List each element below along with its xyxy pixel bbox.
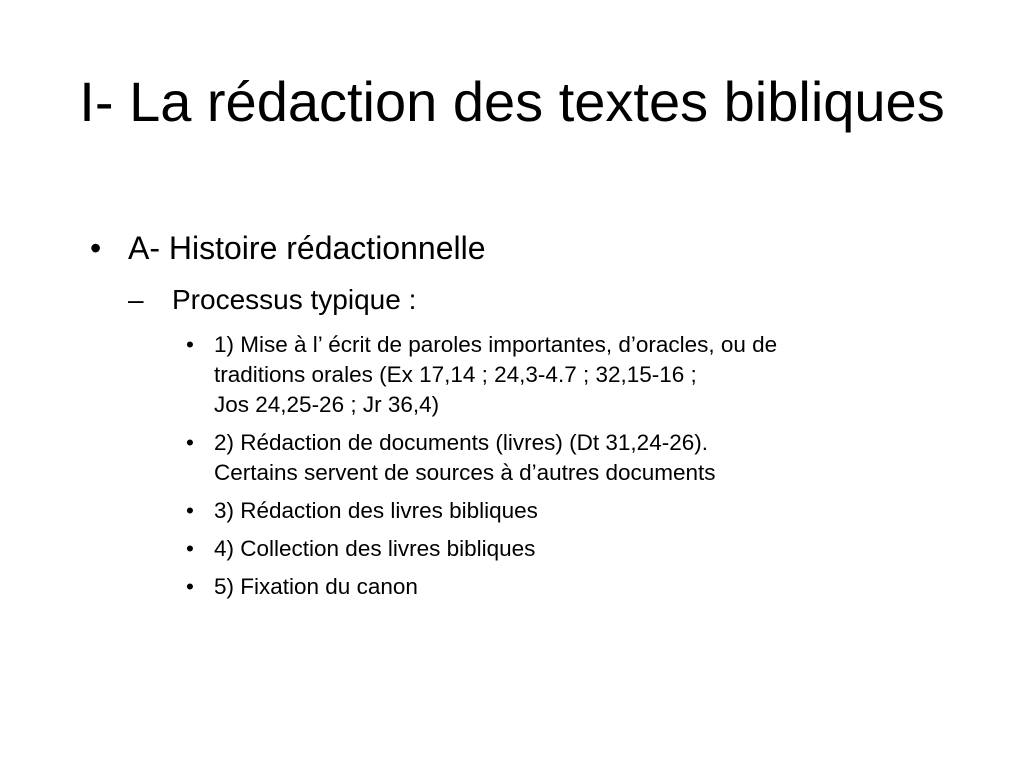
list-item-histoire-redactionnelle bbox=[90, 226, 970, 602]
list-item-step-4 bbox=[186, 534, 906, 564]
step-1-line-2: traditions orales (Ex 17,14 ; 24,3-4.7 ; 32,15-16 ; bbox=[214, 362, 697, 387]
slide-title: I- La rédaction des textes bibliques bbox=[79, 70, 945, 133]
step-3-line-1: 3) Rédaction des livres bibliques bbox=[214, 498, 538, 523]
section-heading: A- Histoire rédactionnelle bbox=[128, 230, 486, 266]
step-2-line-2: Certains servent de sources à d’autres documents bbox=[214, 460, 716, 485]
list-item-step-3 bbox=[186, 496, 906, 526]
process-steps-list bbox=[186, 330, 906, 602]
step-2-line-1: 2) Rédaction de documents (livres) (Dt 31,24-26). bbox=[214, 430, 708, 455]
step-1-line-1: 1) Mise à l’ écrit de paroles importantes, d’oracles, ou de bbox=[214, 332, 778, 357]
dash-icon: – bbox=[128, 284, 144, 315]
list-item-step-2 bbox=[186, 428, 906, 488]
step-4-line-1: 4) Collection des livres bibliques bbox=[214, 536, 536, 561]
step-1-line-3: Jos 24,25-26 ; Jr 36,4) bbox=[214, 392, 440, 417]
bullet-icon: • bbox=[186, 498, 194, 523]
list-item-step-5 bbox=[186, 572, 906, 602]
main-bullet-list bbox=[90, 226, 970, 610]
sub-bullet-list bbox=[128, 282, 970, 318]
bullet-icon: • bbox=[186, 574, 194, 599]
list-item-step-1 bbox=[186, 330, 906, 420]
bullet-icon: • bbox=[186, 430, 194, 455]
bullet-icon: • bbox=[186, 536, 194, 561]
bullet-icon: • bbox=[90, 230, 102, 266]
bullet-icon: • bbox=[186, 332, 194, 357]
step-5-line-1: 5) Fixation du canon bbox=[214, 574, 418, 599]
subsection-heading: Processus typique : bbox=[172, 284, 417, 315]
list-item-processus-typique bbox=[128, 282, 970, 318]
